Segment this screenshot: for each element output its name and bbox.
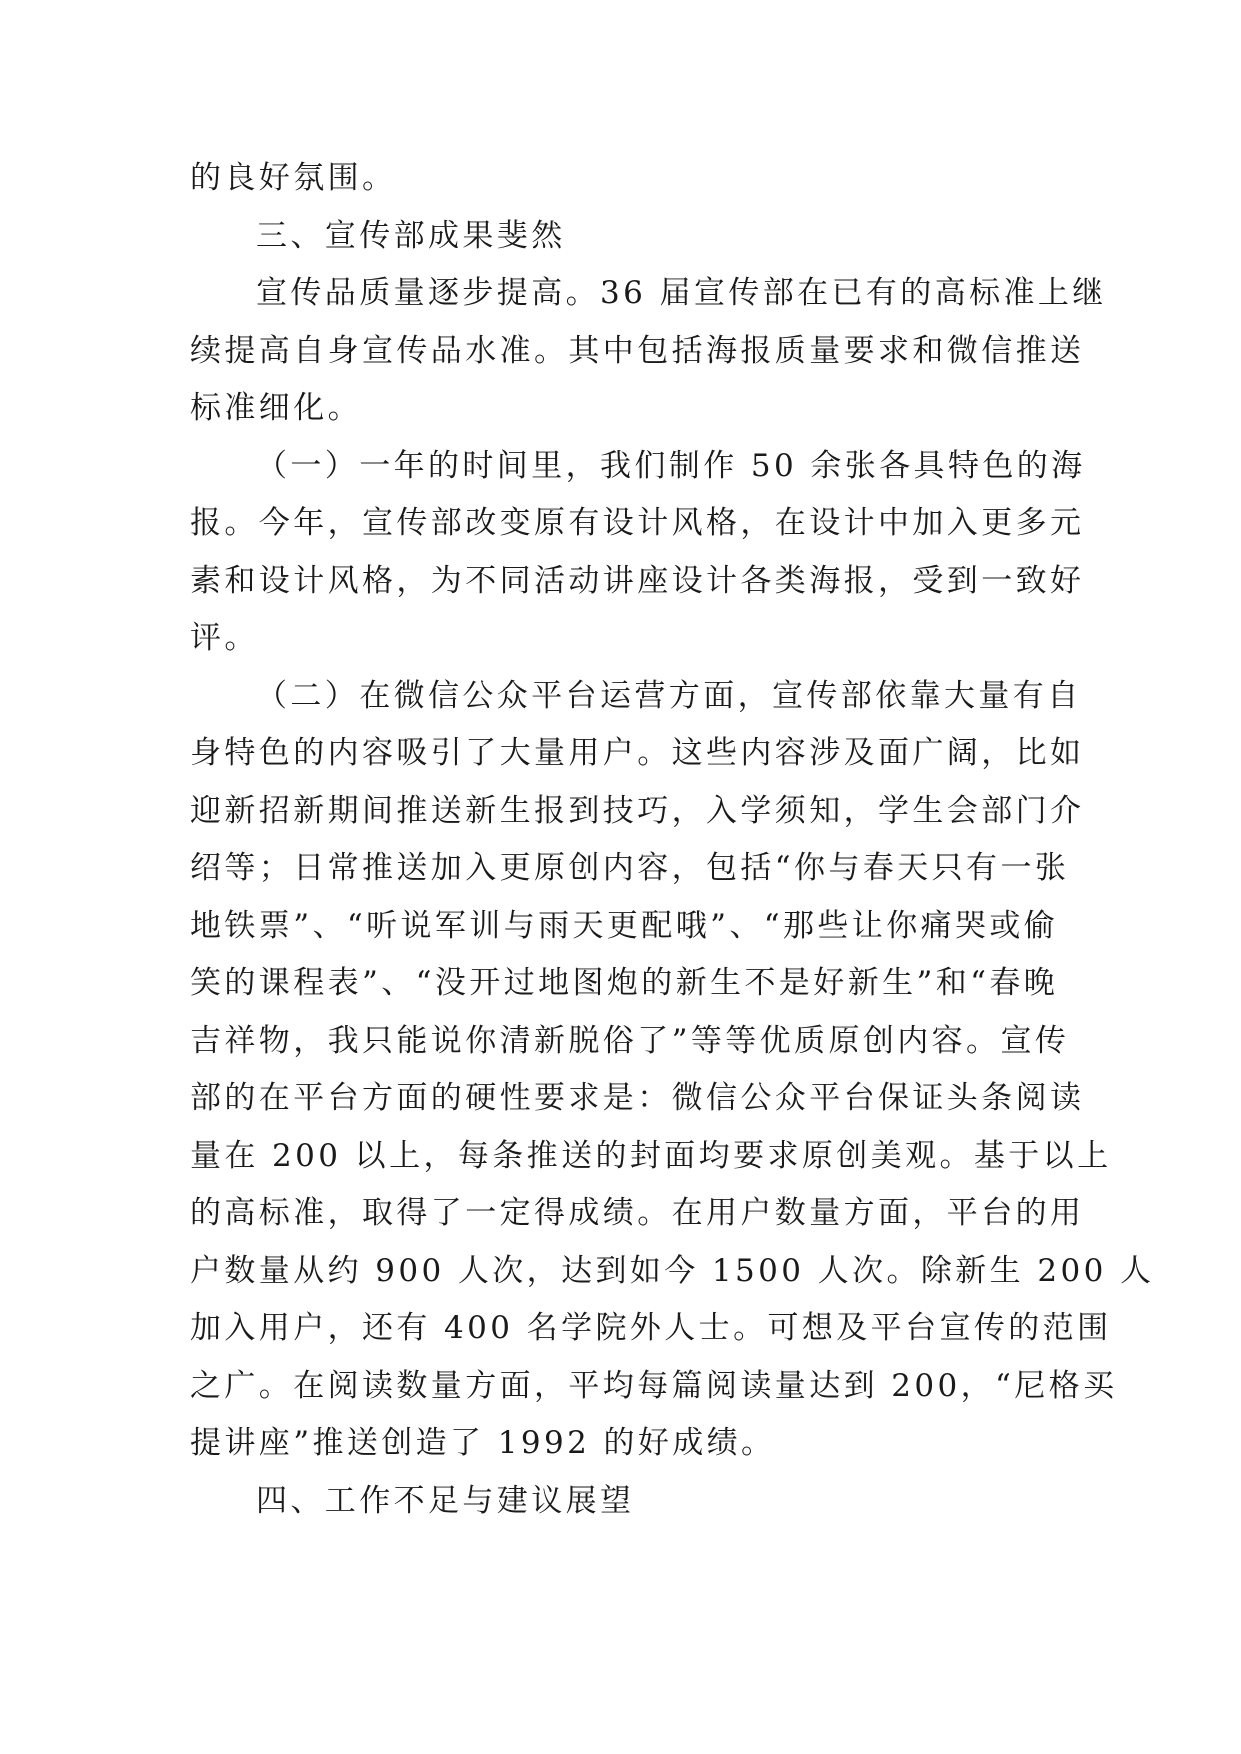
section-heading-4: 四、工作不足与建议展望 bbox=[256, 1482, 635, 1519]
text-line: 宣传品质量逐步提高。36 届宣传部在已有的高标准上继 bbox=[256, 275, 1107, 311]
text-line: 笑的课程表”、“没开过地图炮的新生不是好新生”和“春晚 bbox=[190, 965, 1059, 1001]
text-line: 标准细化。 bbox=[190, 390, 362, 426]
text-line: 部的在平台方面的硬性要求是：微信公众平台保证头条阅读 bbox=[190, 1080, 1085, 1116]
text-line: 身特色的内容吸引了大量用户。这些内容涉及面广阔，比如 bbox=[190, 735, 1085, 771]
text-line: 提讲座”推送创造了 1992 的好成绩。 bbox=[190, 1425, 776, 1461]
body-text bbox=[190, 150, 1155, 1530]
text-line: 迎新招新期间推送新生报到技巧，入学须知，学生会部门介 bbox=[190, 792, 1085, 829]
text-line: 报。今年，宣传部改变原有设计风格，在设计中加入更多元 bbox=[190, 505, 1085, 541]
text-line: 加入用户，还有 400 名学院外人士。可想及平台宣传的范围 bbox=[190, 1310, 1112, 1346]
text-line: （一）一年的时间里，我们制作 50 余张各具特色的海 bbox=[256, 447, 1086, 484]
text-line: 评。 bbox=[190, 620, 259, 656]
section-heading-3: 三、宣传部成果斐然 bbox=[256, 217, 566, 254]
text-line: 地铁票”、“听说军训与雨天更配哦”、“那些让你痛哭或偷 bbox=[190, 907, 1059, 944]
text-line: 量在 200 以上，每条推送的封面均要求原创美观。基于以上 bbox=[190, 1137, 1112, 1174]
text-line: 素和设计风格，为不同活动讲座设计各类海报，受到一致好 bbox=[190, 562, 1085, 599]
text-line: 吉祥物，我只能说你清新脱俗了”等等优质原创内容。宣传 bbox=[190, 1022, 1070, 1059]
text-line: 的良好氛围。 bbox=[190, 160, 397, 196]
text-line: （二）在微信公众平台运营方面，宣传部依靠大量有自 bbox=[256, 677, 1082, 714]
text-line: 绍等；日常推送加入更原创内容，包括“你与春天只有一张 bbox=[190, 850, 1070, 886]
text-line: 户数量从约 900 人次，达到如今 1500 人次。除新生 200 人 bbox=[190, 1252, 1155, 1289]
text-line: 续提高自身宣传品水准。其中包括海报质量要求和微信推送 bbox=[190, 332, 1085, 369]
text-line: 的高标准，取得了一定得成绩。在用户数量方面，平台的用 bbox=[190, 1195, 1085, 1231]
text-line: 之广。在阅读数量方面，平均每篇阅读量达到 200，“尼格买 bbox=[190, 1367, 1118, 1404]
